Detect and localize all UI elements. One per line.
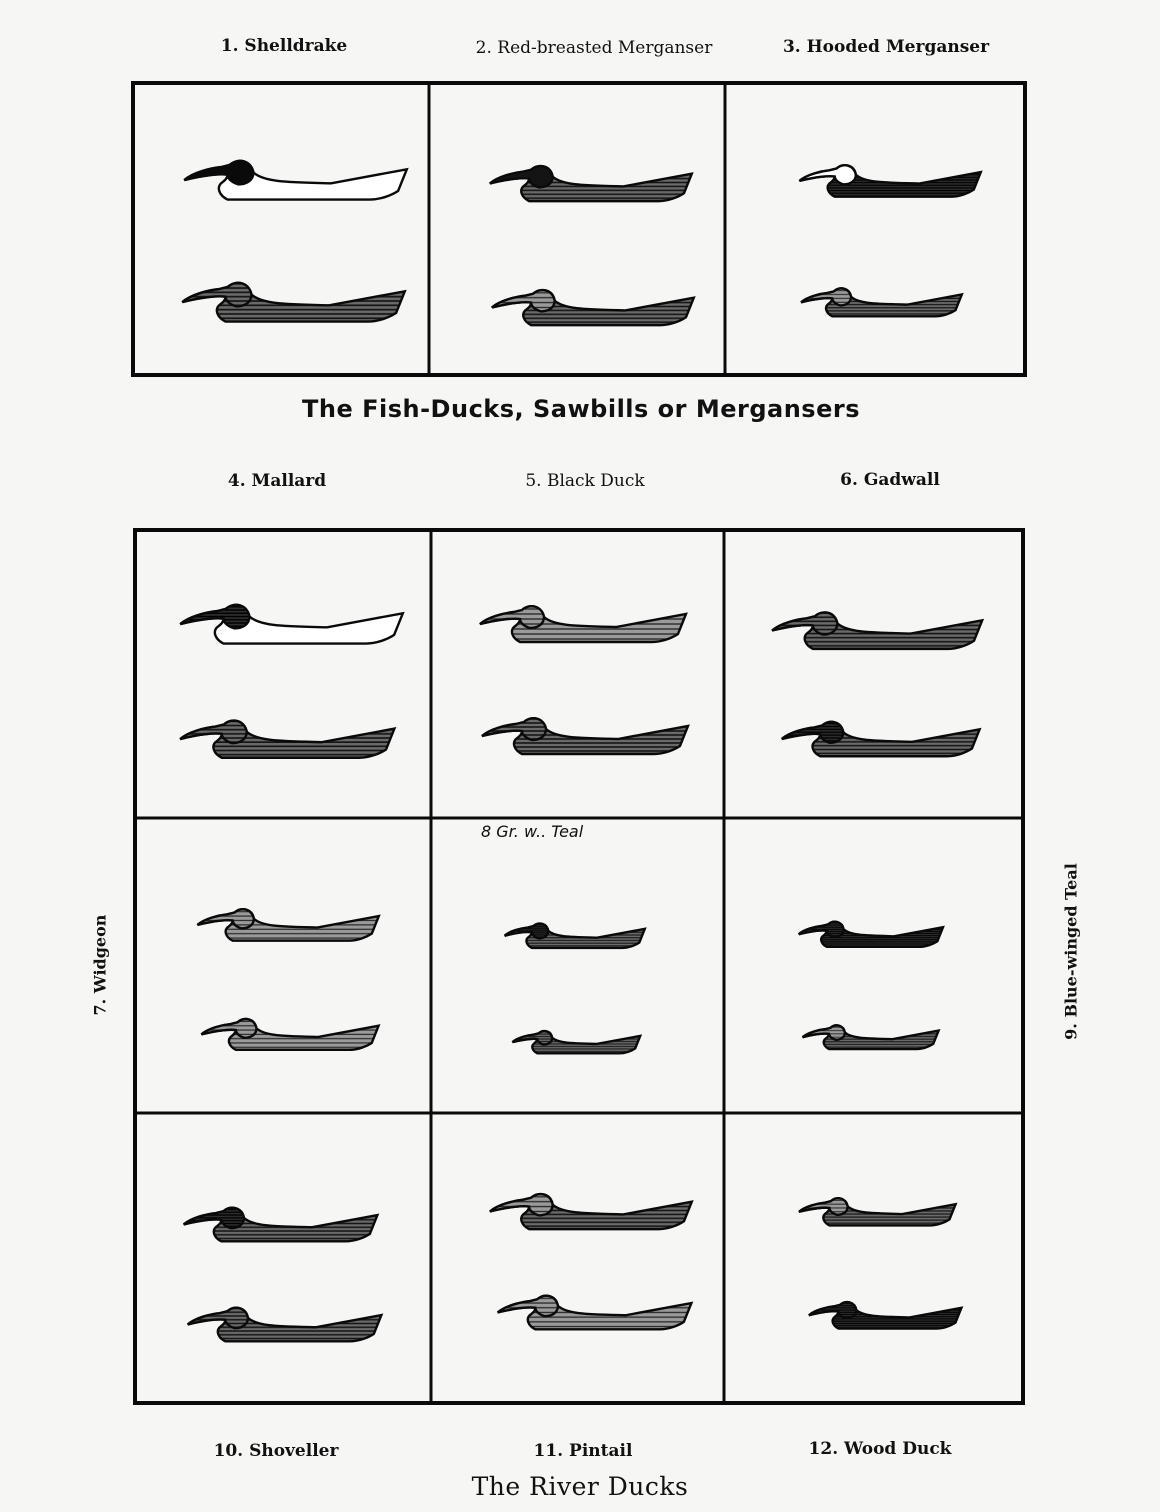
duck-gadwall-hen (782, 722, 980, 756)
duck-hooded-merganser-hen (801, 288, 962, 316)
duck-green-winged-teal-drake (505, 924, 645, 948)
duck-widgeon-hen (201, 1019, 378, 1050)
fish-ducks-plate (133, 83, 1025, 375)
species-label-black-duck: 5. Black Duck (525, 471, 645, 491)
duck-red-breasted-merganser-drake (490, 166, 692, 201)
duck-wood-duck-drake (799, 1198, 956, 1225)
duck-mallard-drake (180, 605, 402, 644)
species-label-pintail: 11. Pintail (533, 1441, 633, 1461)
duck-gadwall-drake (772, 612, 982, 648)
duck-shelldrake-hen (182, 283, 404, 322)
species-label-gadwall: 6. Gadwall (840, 470, 940, 490)
species-label-blue-winged-teal: 9. Blue-winged Teal (1061, 863, 1081, 1040)
species-label-hooded-merganser: 3. Hooded Merganser (782, 37, 990, 57)
duck-shelldrake-drake (184, 161, 406, 200)
duck-mallard-hen (180, 721, 394, 758)
species-label-red-breasted-merganser: 2. Red-breasted Merganser (475, 38, 713, 58)
duck-blue-winged-teal-hen (803, 1025, 939, 1049)
handwritten-label-green-winged-teal: 8 Gr. w.. Teal (481, 822, 584, 841)
duck-blue-winged-teal-drake (799, 922, 943, 947)
duck-pintail-drake (490, 1194, 692, 1229)
species-label-shelldrake: 1. Shelldrake (220, 36, 348, 56)
duck-pintail-hen (498, 1296, 692, 1330)
species-label-shoveller: 10. Shoveller (213, 1441, 339, 1461)
duck-shoveller-hen (188, 1308, 382, 1342)
species-label-wood-duck: 12. Wood Duck (808, 1439, 952, 1459)
duck-red-breasted-merganser-hen (492, 290, 694, 325)
duck-black-duck-1 (480, 606, 686, 642)
fish-ducks-caption: The Fish-Ducks, Sawbills or Mergansers (302, 395, 860, 423)
duck-widgeon-drake (198, 909, 379, 940)
river-ducks-plate (135, 530, 1023, 1403)
river-ducks-caption: The River Ducks (471, 1472, 689, 1501)
duck-black-duck-2 (482, 718, 688, 754)
duck-wood-duck-hen (809, 1302, 961, 1328)
species-label-mallard: 4. Mallard (227, 471, 327, 491)
duck-shoveller-drake (184, 1208, 378, 1242)
species-label-widgeon: 7. Widgeon (90, 914, 110, 1016)
duck-green-winged-teal-hen (512, 1031, 640, 1053)
duck-hooded-merganser-drake (800, 165, 981, 196)
